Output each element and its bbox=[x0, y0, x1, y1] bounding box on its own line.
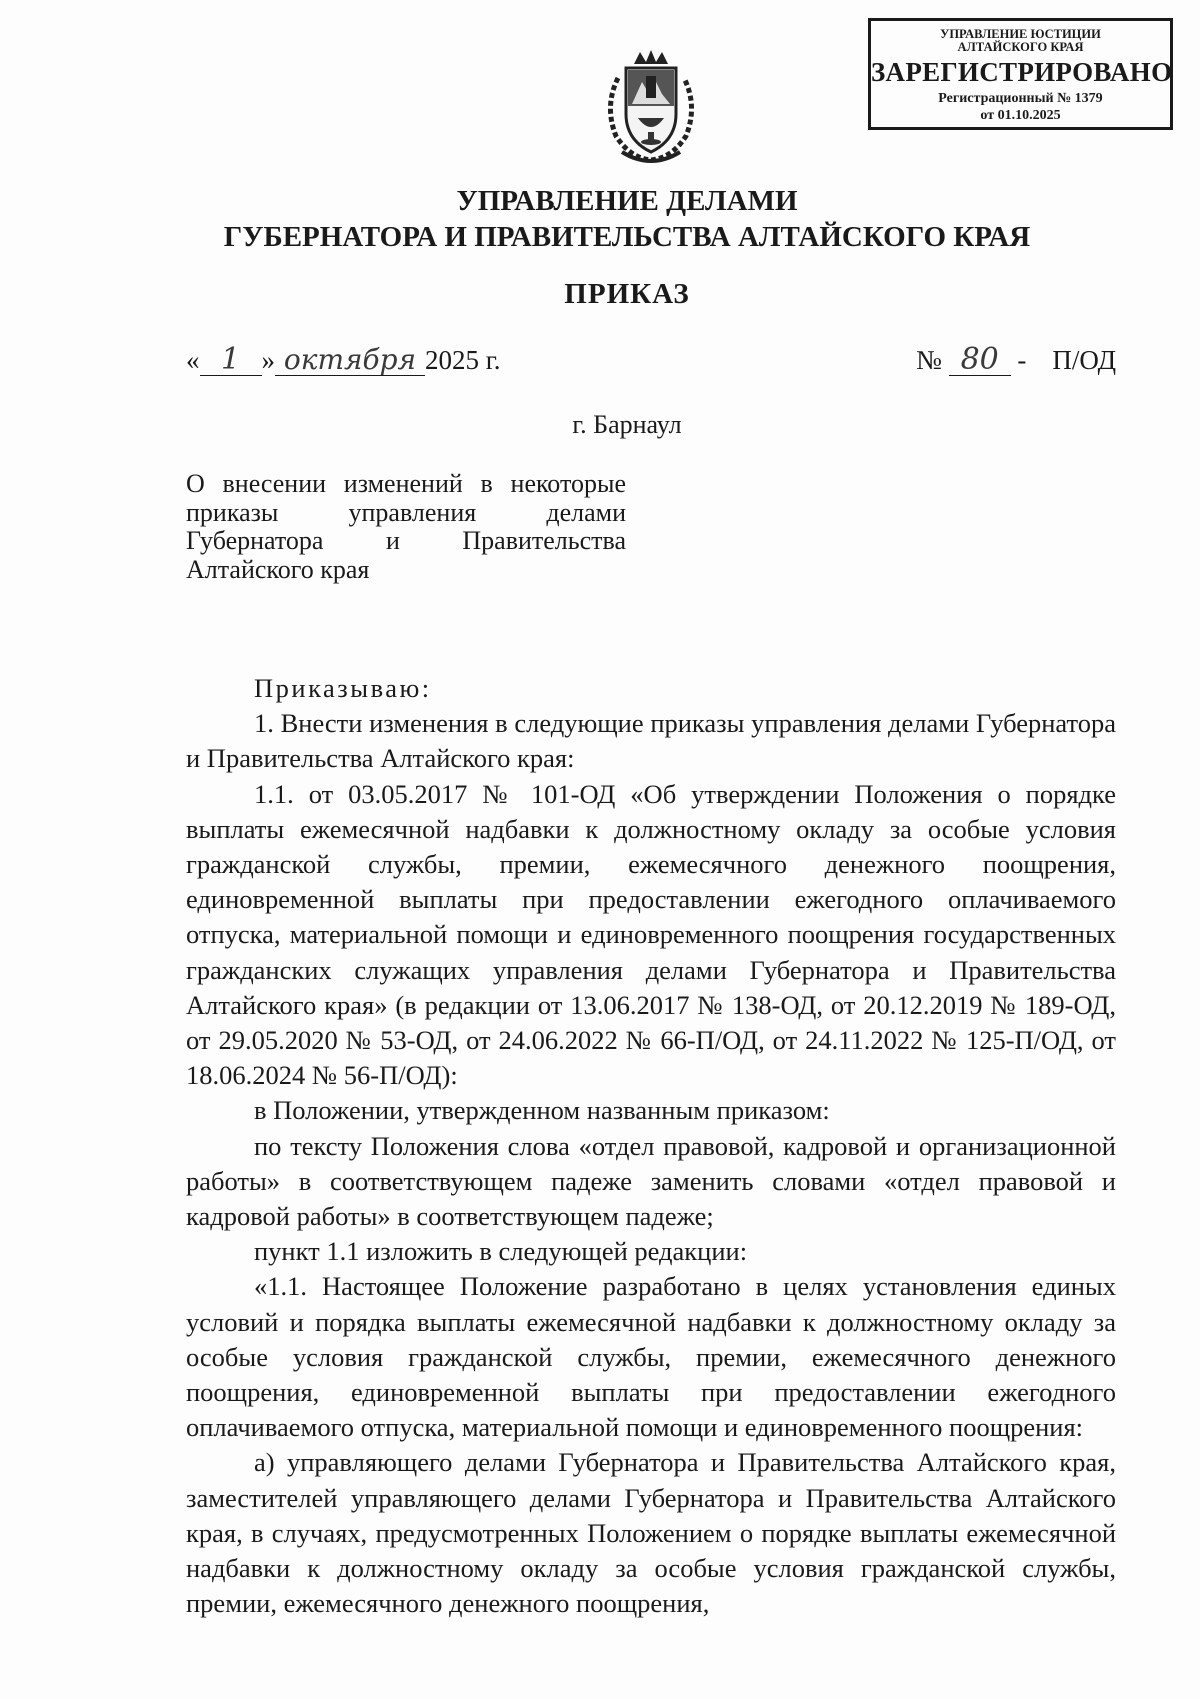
stamp-status: ЗАРЕГИСТРИРОВАНО bbox=[871, 57, 1173, 87]
stamp-org-line2: АЛТАЙСКОГО КРАЯ bbox=[957, 40, 1084, 54]
date-month: октября bbox=[275, 345, 425, 376]
body-paragraph: 1. Внести изменения в следующие приказы управления делами Губернатора и Правительства Алтайского края: bbox=[186, 708, 1116, 774]
order-body bbox=[186, 671, 1116, 1621]
stamp-reg-date: от 01.10.2025 bbox=[980, 108, 1061, 123]
body-paragraph: 1.1. от 03.05.2017 № 101-ОД «Об утверждении Положения о порядке выплаты ежемесячной надбавки к должностному окладу за особые условия гражданской службы, премии, ежемесячного денежного поощрения, единовременной выплаты при предоставлении ежегодного оплачиваемого отпуска, материальной помощи и единовременного поощрения государственных гражданских служащих управления делами Губернатора и Правительства Алтайского края» (в редакции от 13.06.2017 № 138-ОД, от 20.12.2019 № 189-ОД, от 29.05.2020 № 53-ОД, от 24.06.2022 № 66-П/ОД, от 24.11.2022 № 125-П/ОД, от 18.06.2024 № 56-П/ОД): bbox=[186, 778, 1116, 1091]
number-prefix: № bbox=[916, 345, 942, 375]
body-paragraph-order: Приказываю: bbox=[254, 673, 432, 703]
org-header bbox=[0, 183, 1200, 255]
body-paragraph: «1.1. Настоящее Положение разработано в целях установления единых условий и порядка выплаты ежемесячной надбавки к должностному окладу за особые условия гражданской службы, премии, ежемесячного денежного поощрения, единовременной выплаты при предоставлении ежегодного оплачиваемого отпуска, материальной помощи и единовременного поощрения: bbox=[186, 1271, 1116, 1443]
number-value: 80 bbox=[949, 345, 1011, 376]
subject-line3: Губернатора и Правительства bbox=[186, 526, 626, 555]
stamp-org-line1: УПРАВЛЕНИЕ ЮСТИЦИИ bbox=[940, 27, 1101, 41]
coat-of-arms-icon bbox=[598, 48, 704, 166]
subject-line4: Алтайского края bbox=[186, 554, 370, 584]
order-date bbox=[186, 340, 501, 380]
body-paragraph: пункт 1.1 изложить в следующей редакции: bbox=[254, 1236, 748, 1267]
stamp-org bbox=[871, 28, 1170, 54]
number-dash: - bbox=[1017, 345, 1027, 375]
date-day: 1 bbox=[200, 345, 262, 376]
body-paragraph: в Положении, утвержденном названным приказом: bbox=[254, 1095, 830, 1126]
body-paragraph: по тексту Положения слова «отдел правовой, кадровой и организационной работы» в соответствующем падеже заменить словами «отдел правовой и кадровой работы» в соответствующем падеже; bbox=[186, 1130, 1116, 1232]
order-subject bbox=[186, 470, 626, 584]
city: г. Барнаул bbox=[572, 410, 682, 439]
doc-type-title: ПРИКАЗ bbox=[564, 278, 690, 310]
date-open-quote: « bbox=[186, 345, 200, 375]
subject-line2: приказы управления делами bbox=[186, 497, 626, 527]
subject-line1: О внесении изменений в некоторые bbox=[186, 469, 626, 498]
org-header-line1: УПРАВЛЕНИЕ ДЕЛАМИ bbox=[456, 185, 798, 217]
body-paragraph: а) управляющего делами Губернатора и Правительства Алтайского края, заместителей управляющего делами Губернатора и Правительства Алтайского края, в случаях, предусмотренных Положением о порядке выплаты ежемесячной надбавки к должностному окладу за особые условия гражданской службы, премии, ежемесячного денежного поощрения, bbox=[186, 1447, 1116, 1619]
registration-stamp bbox=[868, 18, 1173, 130]
date-close-quote: » bbox=[261, 345, 275, 375]
org-header-line2: ГУБЕРНАТОРА И ПРАВИТЕЛЬСТВА АЛТАЙСКОГО КРАЯ bbox=[223, 221, 1031, 253]
stamp-reg-number: Регистрационный № 1379 bbox=[938, 91, 1103, 106]
date-year: 2025 г. bbox=[425, 345, 501, 375]
order-number bbox=[916, 340, 1116, 380]
number-suffix: П/ОД bbox=[1052, 345, 1116, 375]
